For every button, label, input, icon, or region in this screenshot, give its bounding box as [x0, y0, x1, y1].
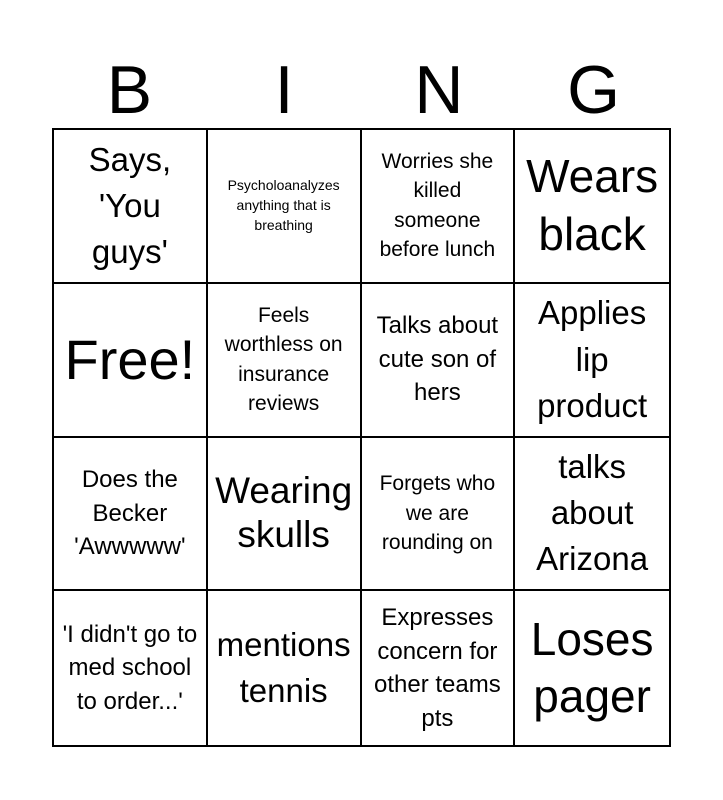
bingo-cell-text: mentions tennis: [216, 625, 351, 710]
bingo-cell-text: Wears black: [526, 150, 659, 260]
bingo-cell[interactable]: [515, 438, 669, 592]
free-space[interactable]: [54, 284, 208, 438]
bingo-cell[interactable]: [515, 591, 669, 745]
bingo-cell-text: talks about Arizona: [536, 448, 649, 578]
bingo-cell[interactable]: [515, 130, 669, 284]
bingo-cell-text: Worries she killed someone before lunch: [379, 150, 496, 262]
bingo-cell[interactable]: [208, 130, 362, 284]
bingo-cell-text: Free!: [64, 328, 196, 392]
bingo-cell[interactable]: [362, 284, 516, 438]
header-letter-b: B: [106, 52, 153, 128]
bingo-cell-text: Wearing skulls: [215, 469, 353, 556]
bingo-cell[interactable]: [515, 284, 669, 438]
bingo-cell[interactable]: [208, 284, 362, 438]
bingo-cell[interactable]: [362, 591, 516, 745]
bingo-cell[interactable]: [208, 591, 362, 745]
bingo-board: [52, 128, 671, 747]
bingo-cell[interactable]: [54, 130, 208, 284]
bingo-cell[interactable]: [54, 438, 208, 592]
bingo-cell[interactable]: [362, 438, 516, 592]
bingo-cell[interactable]: [362, 130, 516, 284]
bingo-cell-text: Does the Becker 'Awwwww': [74, 465, 186, 561]
header-letter-i: I: [274, 52, 294, 128]
header-letter-n: N: [414, 52, 464, 128]
bingo-cell-text: Feels worthless on insurance reviews: [224, 303, 343, 416]
bingo-cell-text: Expresses concern for other teams pts: [374, 603, 501, 732]
bingo-cell-text: Talks about cute son of hers: [376, 312, 499, 407]
bingo-cell[interactable]: [208, 438, 362, 592]
bingo-cell-text: Says, 'You guys': [88, 140, 172, 270]
bingo-cell-text: Loses pager: [530, 612, 654, 723]
bingo-cell-text: Psycholoanalyzes anything that is breathing: [227, 177, 340, 233]
bingo-cell[interactable]: [54, 591, 208, 745]
bingo-cell-text: Applies lip product: [537, 294, 648, 424]
bingo-header: [52, 52, 671, 128]
header-letter-g: G: [567, 52, 621, 128]
bingo-cell-text: 'I didn't go to med school to order...': [62, 620, 198, 715]
bingo-cell-text: Forgets who we are rounding on: [379, 472, 496, 555]
